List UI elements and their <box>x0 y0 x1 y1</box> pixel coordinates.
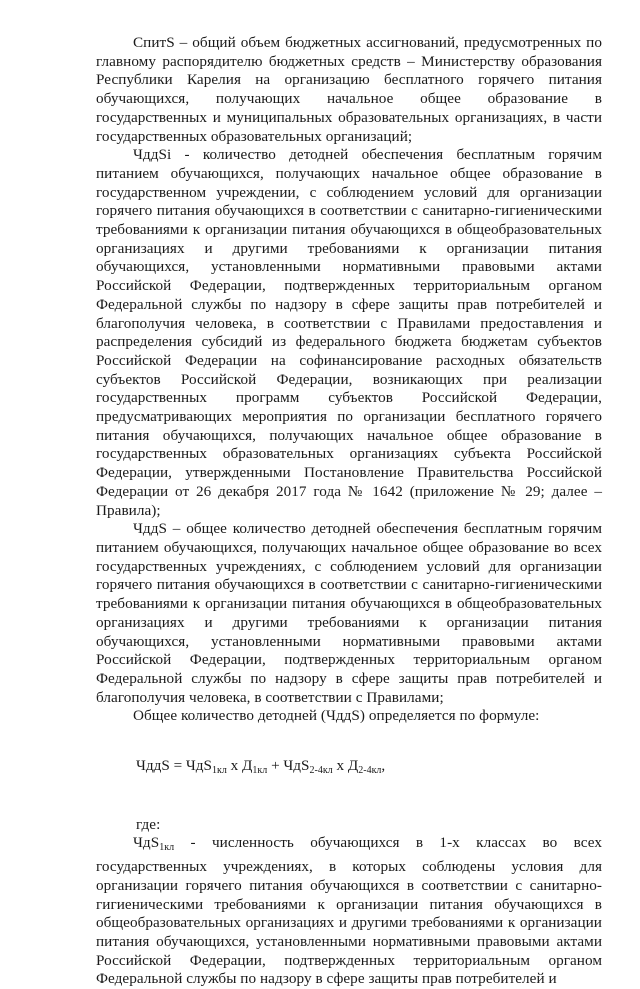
chds-lead-sub: 1кл <box>159 842 175 854</box>
paragraph-spits: СпитS – общий объем бюджетных ассигнований, предусмотренных по главному распорядителю бюджетных средств – Министерству образования Республики Карелия на организацию бесплатного горячего питания обучающихся, получающих начальное общее образование в государственных и муниципальных образовательных организациях, в части государственных образовательных организаций; <box>96 34 602 145</box>
chds-text: - численность обучающихся в 1-х классах во всех государственных учреждениях, в которых соблюдены условия для организации горячего питания обучающихся в соответствии с санитарно-гигиеническими требованиями к организации питания обучающихся в общеобразовательных организациях и другими требованиями к организации питания обучающихся, установленными нормативными правовыми актами Российской Федерации, подтвержденных территориальным органом Федеральной службы по надзору в сфере защиты прав потребителей и <box>96 834 602 988</box>
formula-sub-1: 1кл <box>211 765 227 777</box>
paragraph-chdd-s: ЧддS – общее количество детодней обеспечения бесплатным горячим питанием обучающихся, получающих начальное общее образование во всех государственных учреждениях, с соблюдением условий для организации горячего питания обучающихся в соответствии с санитарно-гигиеническими требованиями к организации питания обучающихся в общеобразовательных организациях и другими требованиями к организации питания обучающихся, установленными нормативными правовыми актами Российской Федерации, подтвержденных территориальным органом Федеральной службы по надзору в сфере защиты прав потребителей и благополучия человека, в соответствии с Правилами; <box>96 520 602 706</box>
chds-lead: ЧдS <box>133 834 160 852</box>
formula <box>96 757 602 781</box>
paragraph-chdd-si: ЧддSi - количество детодней обеспечения бесплатным горячим питанием обучающихся, получающих начальное общее образование в государственном учреждении, с соблюдением условий для организации горячего питания обучающихся в соответствии с санитарно-гигиеническими требованиями к организации питания обучающихся в общеобразовательных организациях и другими требованиями к организации питания обучающихся, установленными нормативными правовыми актами Российской Федерации, подтвержденных территориальным органом Федеральной службы по надзору в сфере защиты прав потребителей и благополучия человека, в соответствии с Правилами предоставления и распределения субсидий из федерального бюджета бюджетам субъектов Российской Федерации на софинансирование расходных обязательств субъектов Российской Федерации, возникающих при реализации государственных программ субъектов Российской Федерации, предусматривающих мероприятия по организации бесплатного горячего питания обучающихся, получающих начальное общее образование в государственных образовательных организациях субъекта Российской Федерации, утвержденными Постановление Правительства Российской Федерации от 26 декабря 2017 года № 1642 (приложение № 29; далее – Правила); <box>96 146 602 519</box>
paragraph-chds-1kl <box>96 834 602 989</box>
formula-plus: + ЧдS <box>267 757 310 775</box>
formula-mid-2: х Д <box>332 757 359 775</box>
formula-mid-1: х Д <box>226 757 253 775</box>
formula-sub-3: 2-4кл <box>309 765 333 777</box>
formula-sub-2: 1кл <box>252 765 268 777</box>
formula-end: , <box>381 757 386 775</box>
formula-lhs: ЧддS = ЧдS <box>136 757 212 775</box>
formula-sub-4: 2-4кл <box>358 765 382 777</box>
paragraph-formula-intro: Общее количество детодней (ЧддS) определяется по формуле: <box>133 707 540 725</box>
where-label: где: <box>136 815 161 833</box>
